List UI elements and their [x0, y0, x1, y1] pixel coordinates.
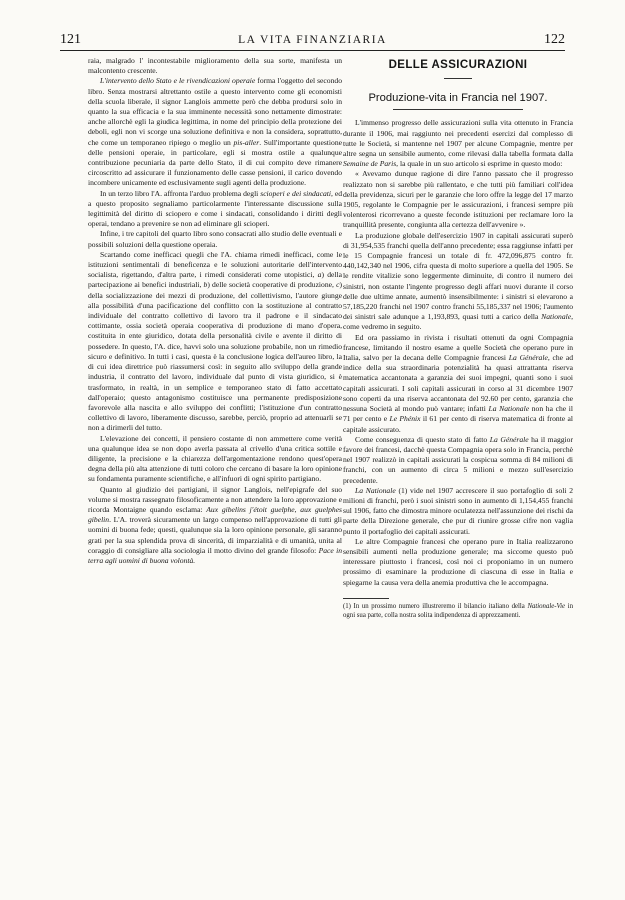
- right-page-number: 122: [543, 32, 565, 47]
- journal-title: LA VITA FINANZIARIA: [238, 34, 387, 46]
- paragraph: Le altre Compagnie francesi che operano pure in Italia realizzarono sensibili aumenti nella produzione generale; ma siccome questo può interessare piuttosto i francesi, così noi ci proponiamo in un numero prossimo di esaminare la produzione di ciascuna di esse in Italia e spiegarne la causa vera della anemia produttiva che le accompagna.: [343, 536, 573, 587]
- paragraph: L'elevazione dei concetti, il pensiero costante di non ammettere come verità una qualunque idea se non dopo averla passata al crivello d'una critica sottile e diligente, la precisione e la chiarezza dell'argomentazione rendono quest'opera degna della più alta attenzione di tutti coloro che cercano di basare la loro opinione su fondamenta puramente scientifiche, e all'infuori di ogni spirito partigiano.: [88, 433, 342, 484]
- paragraph: L'immenso progresso delle assicurazioni sulla vita ottenuto in Francia durante il 1906, mai raggiunto nei precedenti esercizi dal complesso di tutte le Società, si mantenne nel 1907 per alcune Compagnie, mentre per altre segna un sensibile aumento, come rilevasi dalla tabella formata dalla Semaine de Paris, la quale in un suo articolo si esprime in questo modo:: [343, 118, 573, 169]
- article-rule: [393, 109, 523, 110]
- paragraph: Ed ora passiamo in rivista i risultati ottenuti da ogni Compagnia francese, limitando il nostro esame a quelle Società che operano pure in Italia, salvo per la decana delle Compagnie francesi La Générale, che ad indice della sua straordinaria potenzialità ha quasi attrattanta riserva matematica accantonata a garanzia dei suoi impegni, quanti sono i suoi capitali assicurati. I soli capitali assicurati in corso al 31 dicembre 1907 sono coperti da una riserva accantonata del 92.60 per cento, garanzia che nessuna Società al mondo può vantare; infatti La Nationale non ha che il 71 per cento e Le Phénix il 61 per cento di riserva matematica di fronte al capitale assicurato.: [343, 332, 573, 434]
- footnote-rule: [343, 598, 389, 599]
- left-page-number: 121: [60, 32, 81, 47]
- paragraph: L'intervento dello Stato e le rivendicazioni operaie forma l'oggetto del secondo libro. Senza mostrarsi altrettanto ostile a questo intervento come gli economisti della scuola liberale, il signor Langlois ammette però che debba prodursi solo in quanto la sua efficacia e la sua imminente necessità sono nettamente dimostrate: anche allorchè egli la giudica legittima, in nome del principio della protezione dei deboli, egli non vi scorge una soluzione definitiva e non la considera, soprattutto, che come un temporaneo ripiego o meglio un pis-aller. Sull'importante questione delle pensioni operaie, in particolare, egli si mostra ostile a qualunque contribuzione pecuniaria da parte dello Stato, il di cui compito deve rimanere circoscritto ad assicurare il funzionamento delle casse pensioni, il carico dovendo incombere unicamente ed esclusivamente sugli agenti della produzione.: [88, 76, 342, 188]
- paragraph: Scartando come inefficaci quegli che l'A. chiama rimedi inefficaci, come le istituzioni sentimentali di beneficenza e le soluzioni autoritarie dell'intervento socialista, rigettando, d'altra parte, i rimedi considerati come utopistici, a) della partecipazione ai benefici industriali, b) delle società cooperative di produzione, c) della socializzazione dei mezzi di produzione, del collettivismo, l'autore giunge alla possibilità d'una pacificazione del conflitto con la sostituzione al contratto individuale del contratto collettivo di lavoro tra il padrone e il sindacato cottimante, ossia società operaia cooperativa di produzione di mano d'opera, costituita in ente giuridico, dotata della personalità civile e avente il diritto di possedere. In questo, l'A. dice, havvi solo una soluzione probabile, non un rimedio sicuro e definitivo. In tutti i casi, questa è la conclusione logica dell'aureo libro, la di cui idea direttrice può riassumersi così: in seguito allo sviluppo della grande industria, il contratto del lavoro, individuale dal punto di vista giuridico, si è trasformato, in realtà, in un semplice e temporaneo stato di fatto accettato dall'operaio; questo antagonismo costituisce una permanente predisposizione favorevole alla nascita e allo sviluppo dei conflitti; l'istituzione d'un contratto collettivo di lavoro, liberamente discusso, sarebbe, perciò, proprio ad attenuarli se non a dirimerli del tutto.: [88, 249, 343, 433]
- paragraph: La produzione globale dell'esercizio 1907 in capitali assicurati superò di 31,954,535 franchi quella dell'anno precedente; essa raggiunse infatti per le 15 Compagnie francesi un totale di fr. 472,096,875 contro fr. 440,142,340 nel 1906, cifra questa di molto superiore a quella del 1905. Se le rendite vitalizie sono leggermente diminuite, di contro il numero dei sinistri, non ostante l'ingente progresso degli affari nuovi durante il corso delle due ultime annate, aumentò insensibilmente: i sinistri si elevarono a 57,185,220 franchi nel 1907 contro franchi 55,185,337 nel 1906; l'aumento dei sinistri sale adunque a 1,193,893, quasi tutti a carico della Nationale, come vedremo in seguito.: [343, 230, 573, 332]
- left-column: [88, 56, 342, 566]
- section-rule: [444, 78, 472, 79]
- header-rule: [60, 50, 565, 51]
- paragraph: Quanto al giudizio dei partigiani, il signor Langlois, nell'epigrafe del suo volume si mostra rassegnato filosoficamente a non attendere la loro approvazione e ricorda Montaigne quando esclama: Aux gibelins j'étoit guelphe, aux guelphes gibelin. L'A. troverà sicuramente un largo compenso nell'approvazione di tutti gli uomini di buona fede; questi, qualunque sia la loro opinione personale, gli saranno grati per la sua splendida prova di sincerità, di imparzialità e di umanità, unita al coraggio di consigliare alla sociologia il motto divino del grande filosofo: Pace in terra agli uomini di buona volontà.: [88, 484, 342, 565]
- section-title: DELLE ASSICURAZIONI: [388, 59, 528, 71]
- right-column: [343, 56, 573, 620]
- paragraph: La Nationale (1) vide nel 1907 accrescere il suo portafoglio di soli 2 milioni di franchi, però i suoi sinistri sono in aumento di 1,154,455 franchi sul 1906, fatto che dimostra minore oculatezza nell'assunzione dei rischi da parte della Direzione generale, che pur di riunire grosse cifre non vaglia punto il portafoglio dei capitali assicurati.: [343, 485, 573, 536]
- running-header: [60, 32, 565, 48]
- article-title: Produzione-vita in Francia nel 1907.: [368, 92, 548, 105]
- footnote: (1) In un prossimo numero illustreremo il bilancio italiano della Nationale-Vie in ogni sua parte, colla nostra solita indipendenza di apprezzamenti.: [343, 602, 573, 619]
- paragraph: « Avevamo dunque ragione di dire l'anno passato che il progresso realizzato non si sarebbe più rallentato, e che tutti più familiari coll'idea della previdenza, sicuri per le garanzie che loro offre la legge del 17 marzo 1905, regolante le Compagnie per le assicurazioni, i francesi sempre più volenterosi ricorrevano a queste feconde istituzioni per reclamare loro la tranquillità presente, congiunta alla certezza dell'avvenire ».: [343, 169, 573, 230]
- paragraph: Infine, i tre capitoli del quarto libro sono consacrati allo studio delle eventuali e possibili soluzioni della questione operaia.: [88, 229, 342, 249]
- paragraph: In un terzo libro l'A. affronta l'arduo problema degli scioperi e dei sindacati, ed a questo proposito segnaliamo particolarmente l'interessante discussione sulla legittimità del diritto di sciopero e come i sindacati, consolidando i diritti degli operai, tendano a prevenire se non ad eliminare gli scioperi.: [88, 188, 343, 229]
- paragraph: raia, malgrado l' incontestabile miglioramento della sua sorte, manifesta un malcontento crescente.: [88, 56, 342, 76]
- paragraph: Come conseguenza di questo stato di fatto La Générale ha il maggior favore dei francesi, dacchè questa Compagnia opera solo in Francia, perchè nel 1907 realizzò in capitali assicurati la cospicua somma di 84 milioni di franchi, con un aumento di circa 5 milioni e mezzo sull'esercizio precedente.: [343, 434, 573, 485]
